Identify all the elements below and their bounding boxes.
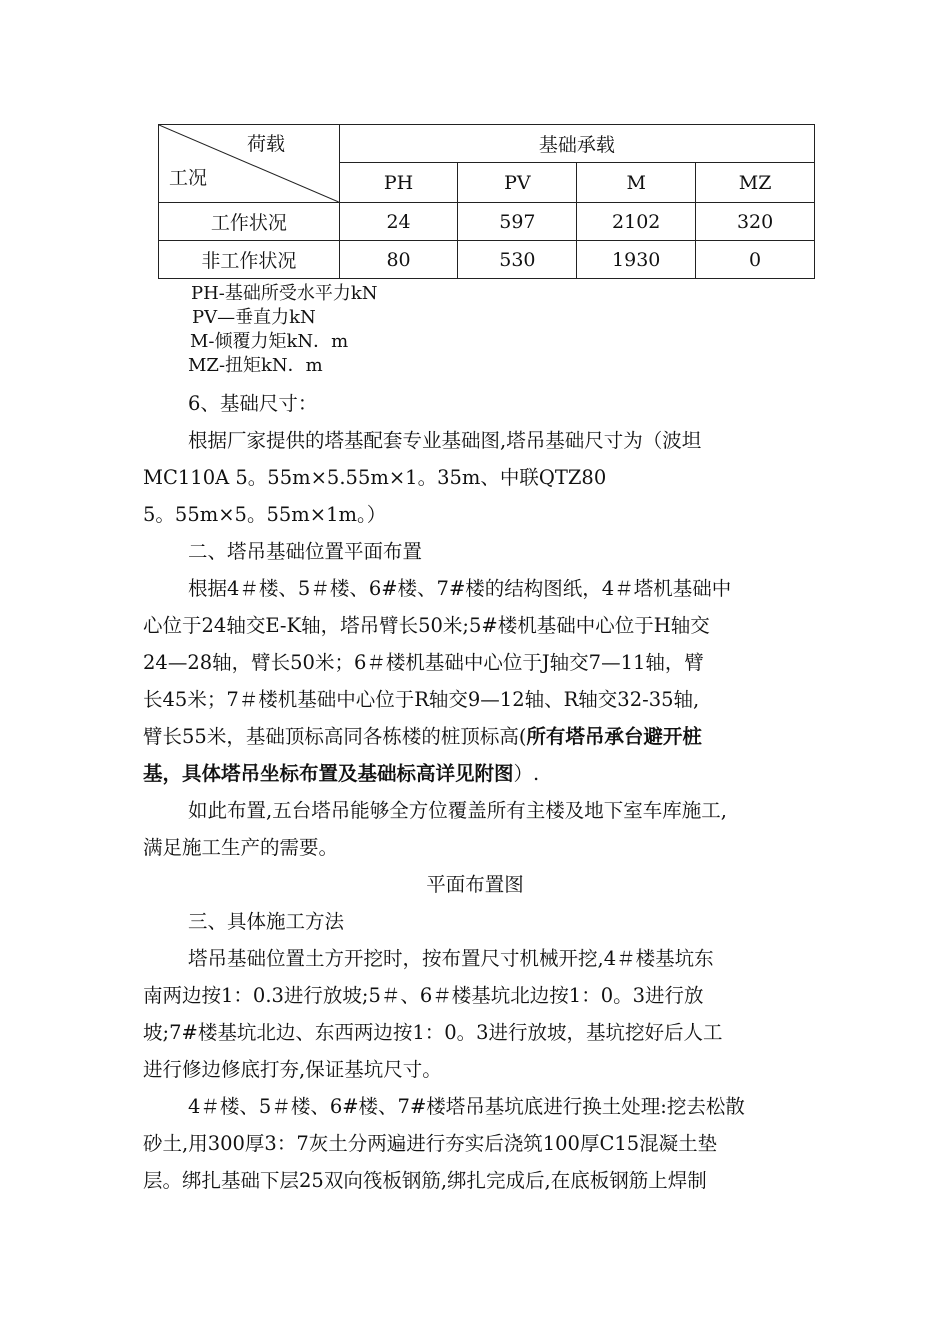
paragraph-line bbox=[143, 718, 815, 755]
paragraph-line: 如此布置,五台塔吊能够全方位覆盖所有主楼及地下室车库施工, bbox=[188, 799, 727, 822]
table-cell: 0 bbox=[696, 241, 815, 279]
column-header: MZ bbox=[696, 163, 815, 203]
section-3-heading: 三、具体施工方法 bbox=[188, 910, 345, 933]
table-cell: 80 bbox=[339, 241, 458, 279]
table-row bbox=[159, 241, 815, 279]
column-header: PV bbox=[458, 163, 577, 203]
paragraph-line: 24—28轴，臂长50米；6＃楼机基础中心位于J轴交7—11轴，臂 bbox=[143, 651, 704, 674]
paragraph-line: 4＃楼、5＃楼、6#楼、7#楼塔吊基坑底进行换土处理:挖去松散 bbox=[188, 1095, 745, 1118]
paragraph-text: ）. bbox=[513, 762, 540, 785]
paragraph-line: 坡;7#楼基坑北边、东西两边按1：0。3进行放坡，基坑挖好后人工 bbox=[143, 1021, 723, 1044]
row-label: 非工作状况 bbox=[159, 241, 340, 279]
bold-note: 基，具体塔吊坐标布置及基础标高详见附图 bbox=[143, 762, 514, 785]
paragraph-line: 砂土,用300厚3：7灰土分两遍进行夯实后浇筑100厚C15混凝土垫 bbox=[143, 1132, 718, 1155]
table-cell: 597 bbox=[458, 203, 577, 241]
legend-pv: PV—垂直力kN bbox=[192, 307, 316, 328]
paragraph-line: 塔吊基础位置土方开挖时，按布置尺寸机械开挖,4＃楼基坑东 bbox=[188, 947, 714, 970]
section-6-heading: 6、基础尺寸： bbox=[188, 392, 318, 415]
bold-note: 所有塔吊承台避开桩 bbox=[526, 725, 702, 748]
section-2-heading: 二、塔吊基础位置平面布置 bbox=[188, 540, 423, 563]
table-corner-cell bbox=[159, 125, 340, 203]
paragraph-text: 臂长55米，基础顶标高同各栋楼的桩顶标高( bbox=[143, 725, 527, 748]
paragraph-line: 根据4＃楼、5＃楼、6#楼、7#楼的结构图纸，4＃塔机基础中 bbox=[188, 577, 732, 600]
column-header: PH bbox=[339, 163, 458, 203]
table-cell: 2102 bbox=[577, 203, 696, 241]
legend-m: M-倾覆力矩kN．m bbox=[190, 331, 349, 352]
corner-bottom-label: 工况 bbox=[169, 167, 208, 189]
column-header: M bbox=[577, 163, 696, 203]
row-label: 工作状况 bbox=[159, 203, 340, 241]
paragraph-line bbox=[143, 755, 815, 792]
table-cell: 1930 bbox=[577, 241, 696, 279]
corner-top-label: 荷载 bbox=[247, 133, 286, 155]
table-cell: 320 bbox=[696, 203, 815, 241]
paragraph-line: 长45米；7＃楼机基础中心位于R轴交9—12轴、R轴交32-35轴, bbox=[143, 688, 700, 711]
legend-ph: PH-基础所受水平力kN bbox=[191, 283, 378, 304]
paragraph-line: MC110A 5。55m×5.55m×1。35m、中联QTZ80 bbox=[143, 466, 607, 489]
group-header: 基础承载 bbox=[339, 125, 814, 163]
paragraph-line: 心位于24轴交E-K轴，塔吊臂长50米;5#楼机基础中心位于H轴交 bbox=[143, 614, 710, 637]
legend-mz: MZ-扭矩kN．m bbox=[188, 355, 323, 376]
table-row bbox=[159, 203, 815, 241]
paragraph-line: 层。绑扎基础下层25双向筏板钢筋,绑扎完成后,在底板钢筋上焊制 bbox=[143, 1169, 707, 1192]
figure-caption: 平面布置图 bbox=[426, 873, 524, 896]
paragraph-line: 满足施工生产的需要。 bbox=[143, 836, 339, 859]
load-table bbox=[158, 124, 815, 279]
paragraph-line: 进行修边修底打夯,保证基坑尺寸。 bbox=[143, 1058, 442, 1081]
paragraph-line: 5。55m×5。55m×1m。） bbox=[143, 503, 387, 526]
paragraph-line: 南两边按1：0.3进行放坡;5＃、6＃楼基坑北边按1：0。3进行放 bbox=[143, 984, 704, 1007]
paragraph-line: 根据厂家提供的塔基配套专业基础图,塔吊基础尺寸为（波坦 bbox=[188, 429, 702, 452]
table-cell: 24 bbox=[339, 203, 458, 241]
table-cell: 530 bbox=[458, 241, 577, 279]
